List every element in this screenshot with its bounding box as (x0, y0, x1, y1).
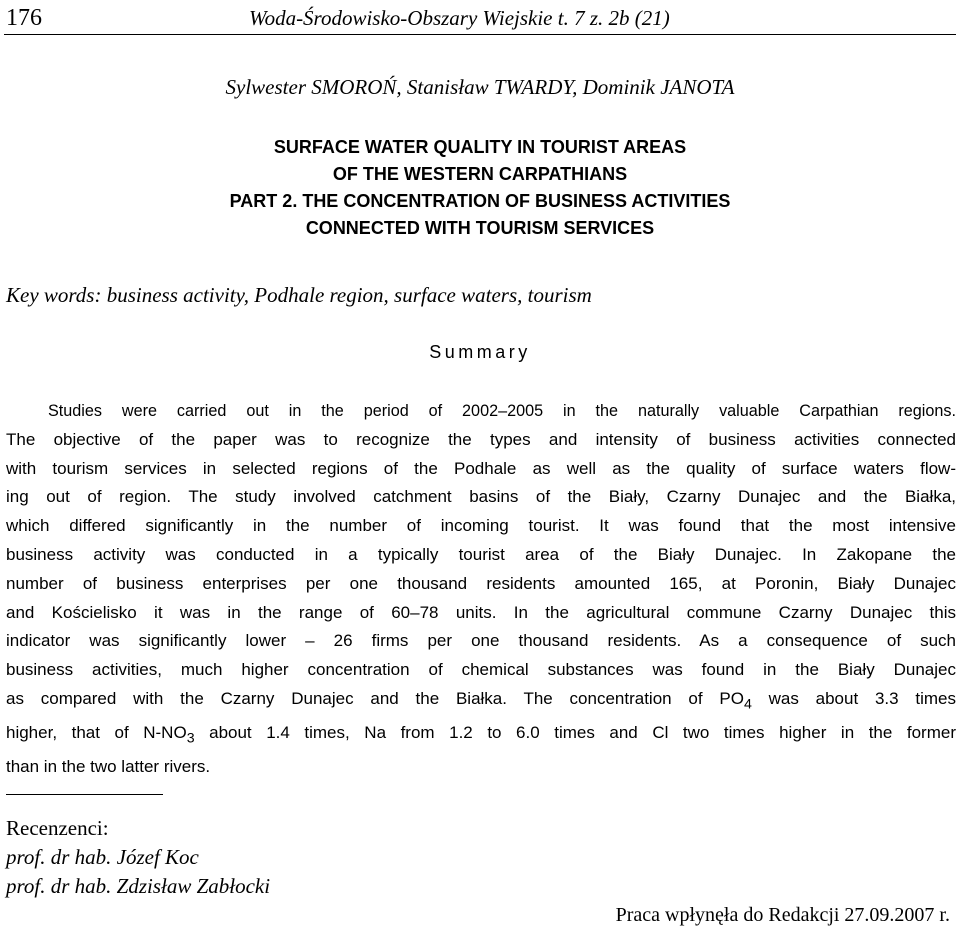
abstract-line: The objective of the paper was to recognize the types and intensity of business activities connected (6, 429, 956, 449)
abstract-line (6, 685, 956, 719)
abstract-line: Studies were carried out in the period of 2002–2005 in the naturally valuable Carpathian regions. (48, 402, 956, 420)
subscript: 3 (186, 730, 195, 747)
title-line: CONNECTED WITH TOURISM SERVICES (305, 218, 655, 238)
page-number: 176 (6, 5, 42, 31)
abstract-line: business activity was conducted in a typically tourist area of the Biały Dunajec. In Zakopane the (6, 544, 956, 564)
abstract-line: business activities, much higher concentration of chemical substances was found in the Biały Dunajec (6, 660, 956, 680)
reviewer-name: prof. dr hab. Zdzisław Zabłocki (6, 874, 271, 898)
abstract (6, 397, 956, 782)
abstract-line: than in the two latter rivers. (6, 757, 211, 777)
abstract-line (6, 719, 956, 753)
abstract-line: number of business enterprises per one thousand residents amounted 165, at Poronin, Biały Dunajec (6, 573, 956, 593)
abstract-line: and Kościelisko it was in the range of 60–78 units. In the agricultural commune Czarny Dunajec this (6, 602, 956, 622)
reviewers-label: Recenzenci: (6, 816, 109, 840)
paper-title (0, 134, 960, 242)
keywords: Key words: business activity, Podhale region, surface waters, tourism (6, 283, 592, 307)
separator-rule (6, 794, 163, 795)
title-line: SURFACE WATER QUALITY IN TOURIST AREAS (273, 137, 687, 157)
subscript: 4 (743, 696, 752, 713)
summary-heading: Summary (429, 342, 531, 362)
abstract-line: ing out of region. The study involved catchment basins of the Biały, Czarny Dunajec and the Białka, (6, 487, 956, 507)
abstract-line: which differed significantly in the number of incoming tourist. It was found that the most intensive (6, 516, 956, 536)
reviewer-name: prof. dr hab. Józef Koc (6, 845, 199, 869)
received-date: Praca wpłynęła do Redakcji 27.09.2007 r. (615, 904, 950, 926)
authors: Sylwester SMOROŃ, Stanisław TWARDY, Dominik JANOTA (225, 75, 735, 99)
journal-title: Woda-Środowisko-Obszary Wiejskie t. 7 z. 2b (21) (249, 6, 670, 30)
abstract-text: about 1.4 times, Na from 1.2 to 6.0 times and Cl two times higher in the former (194, 723, 956, 743)
abstract-text: higher, that of N-NO (6, 723, 187, 743)
title-line: OF THE WESTERN CARPATHIANS (332, 164, 628, 184)
abstract-line: with tourism services in selected regions of the Podhale as well as the quality of surface waters flow- (6, 458, 956, 478)
abstract-text: as compared with the Czarny Dunajec and the Białka. The concentration of PO (6, 688, 744, 708)
reviewers (6, 814, 270, 901)
running-header (4, 4, 956, 35)
title-line: PART 2. THE CONCENTRATION OF BUSINESS ACTIVITIES (229, 191, 731, 211)
abstract-text: was about 3.3 times (751, 688, 956, 708)
abstract-line: indicator was significantly lower – 26 firms per one thousand residents. As a consequence of such (6, 631, 956, 651)
